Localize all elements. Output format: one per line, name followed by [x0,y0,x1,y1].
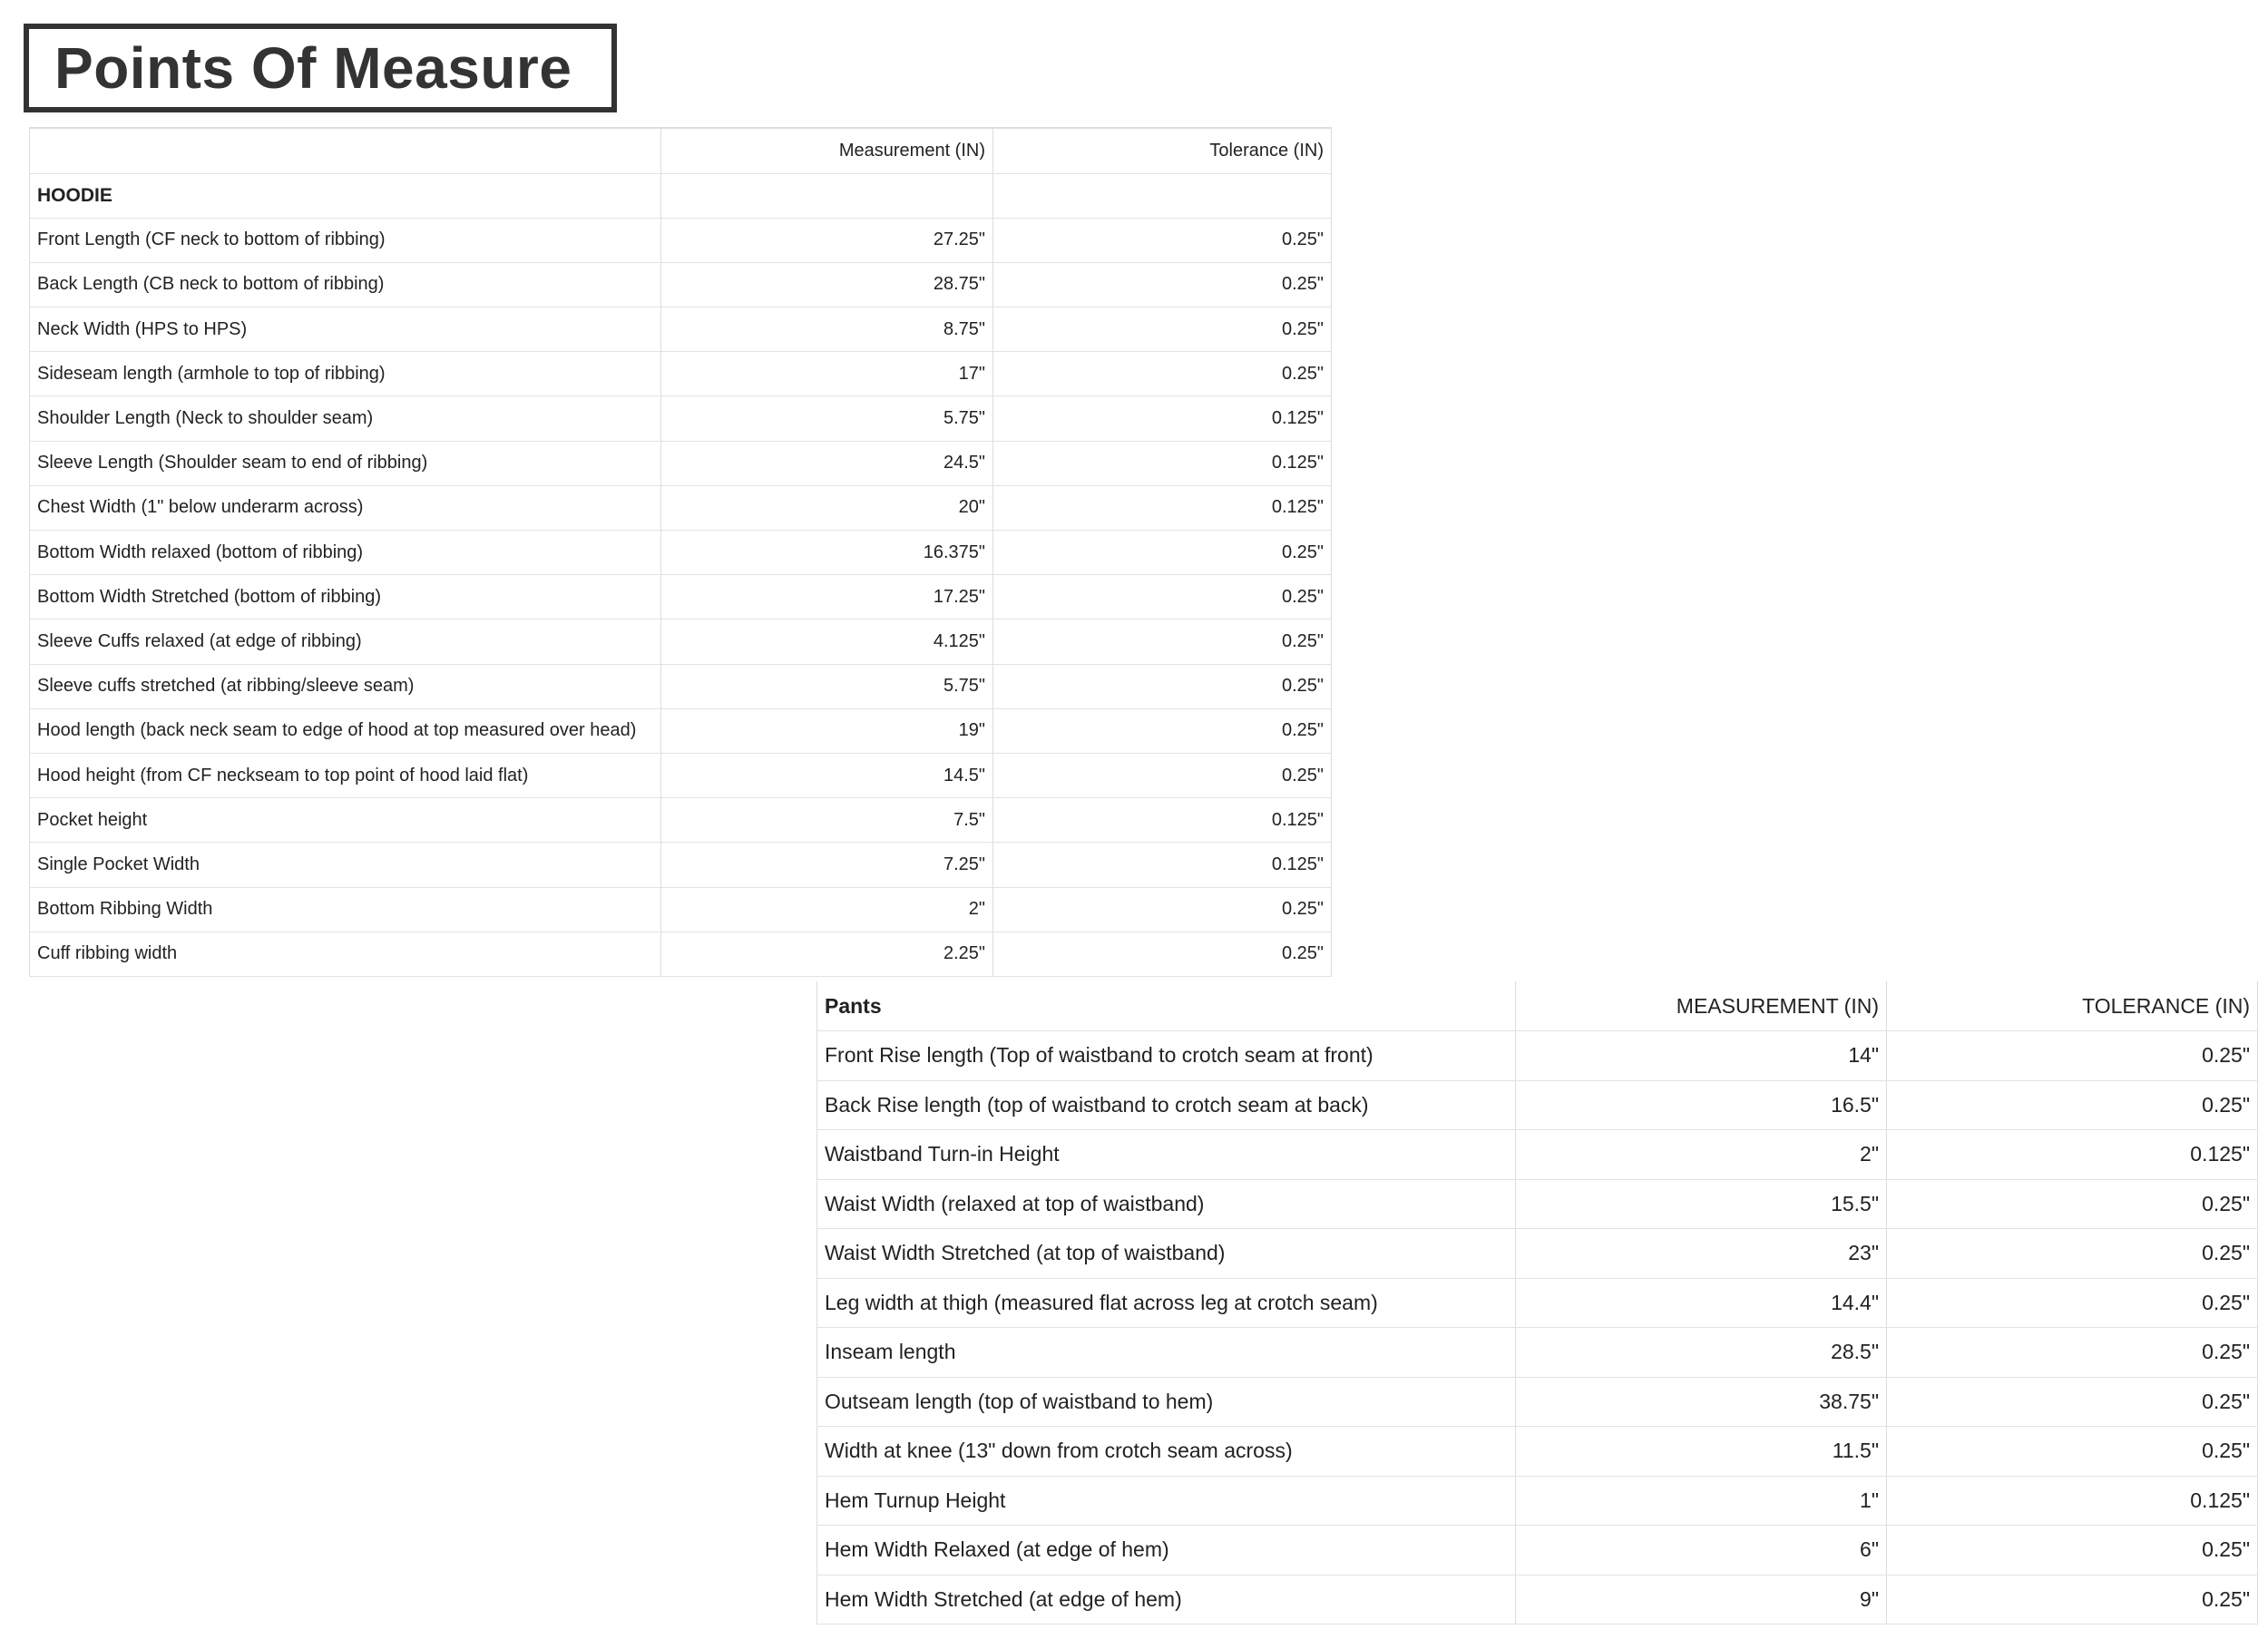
row-label: Hem Width Relaxed (at edge of hem) [817,1526,1516,1576]
title-box [24,24,617,112]
empty-cell [661,173,993,218]
measurement-value: 20" [661,485,993,530]
measurement-value: 27.25" [661,218,993,262]
table-row [30,753,1332,797]
table-row [30,708,1332,753]
empty-cell [993,173,1332,218]
measurement-value: 17.25" [661,575,993,620]
measurement-value: 2" [661,887,993,932]
tolerance-value: 0.25" [993,753,1332,797]
table-row [30,664,1332,708]
tolerance-value: 0.25" [993,620,1332,664]
row-label: Outseam length (top of waistband to hem) [817,1377,1516,1427]
table-row [30,887,1332,932]
table-row [30,531,1332,575]
hoodie-header-label [30,128,661,173]
tolerance-value: 0.25" [993,218,1332,262]
row-label: Waist Width Stretched (at top of waistband) [817,1229,1516,1279]
measurement-value: 28.75" [661,262,993,307]
tolerance-value: 0.25" [993,262,1332,307]
measurement-value: 8.75" [661,307,993,352]
measurement-value: 11.5" [1516,1427,1887,1477]
hoodie-header-measurement: Measurement (IN) [661,128,993,173]
tolerance-value: 0.25" [1887,1377,2258,1427]
pants-measure-table [816,981,2258,1625]
table-row [30,575,1332,620]
row-label: Cuff ribbing width [30,932,661,976]
pants-header-label: Pants [817,981,1516,1031]
measurement-value: 14" [1516,1031,1887,1081]
tolerance-value: 0.25" [993,307,1332,352]
table-row [817,1476,2258,1526]
table-row [817,1179,2258,1229]
tolerance-value: 0.125" [993,441,1332,485]
row-label: Single Pocket Width [30,843,661,887]
measurement-value: 23" [1516,1229,1887,1279]
table-row [817,1575,2258,1625]
measurement-value: 7.25" [661,843,993,887]
pants-header-measurement: MEASUREMENT (IN) [1516,981,1887,1031]
measurement-value: 16.5" [1516,1080,1887,1130]
table-row [817,1130,2258,1180]
measurement-value: 14.4" [1516,1278,1887,1328]
tolerance-value: 0.25" [993,708,1332,753]
table-row [30,620,1332,664]
tolerance-value: 0.25" [993,575,1332,620]
measurement-value: 5.75" [661,396,993,441]
row-label: Sleeve Length (Shoulder seam to end of ribbing) [30,441,661,485]
row-label: Hood height (from CF neckseam to top point of hood laid flat) [30,753,661,797]
measurement-value: 4.125" [661,620,993,664]
row-label: Bottom Ribbing Width [30,887,661,932]
row-label: Shoulder Length (Neck to shoulder seam) [30,396,661,441]
table-row [817,1377,2258,1427]
measurement-value: 6" [1516,1526,1887,1576]
measurement-value: 16.375" [661,531,993,575]
tolerance-value: 0.125" [993,485,1332,530]
row-label: Front Length (CF neck to bottom of ribbing) [30,218,661,262]
table-row [817,1080,2258,1130]
measurement-value: 14.5" [661,753,993,797]
table-row [817,1427,2258,1477]
row-label: Width at knee (13" down from crotch seam across) [817,1427,1516,1477]
measurement-value: 7.5" [661,798,993,843]
row-label: Hood length (back neck seam to edge of hood at top measured over head) [30,708,661,753]
row-label: Sleeve cuffs stretched (at ribbing/sleeve seam) [30,664,661,708]
tolerance-value: 0.25" [993,664,1332,708]
table-row [30,798,1332,843]
table-row [30,485,1332,530]
row-label: Pocket height [30,798,661,843]
tolerance-value: 0.125" [993,843,1332,887]
tolerance-value: 0.25" [1887,1179,2258,1229]
table-row [30,843,1332,887]
tolerance-value: 0.25" [1887,1526,2258,1576]
tolerance-value: 0.25" [1887,1575,2258,1625]
tolerance-value: 0.125" [993,798,1332,843]
tolerance-value: 0.25" [1887,1229,2258,1279]
table-row [817,1328,2258,1378]
table-row [30,352,1332,396]
measurement-value: 17" [661,352,993,396]
table-row [817,1278,2258,1328]
row-label: Inseam length [817,1328,1516,1378]
tolerance-value: 0.125" [993,396,1332,441]
tolerance-value: 0.25" [1887,1328,2258,1378]
row-label: Bottom Width relaxed (bottom of ribbing) [30,531,661,575]
row-label: Leg width at thigh (measured flat across leg at crotch seam) [817,1278,1516,1328]
tolerance-value: 0.25" [993,887,1332,932]
tolerance-value: 0.25" [1887,1278,2258,1328]
tolerance-value: 0.25" [1887,1031,2258,1081]
table-row [817,1031,2258,1081]
hoodie-header-tolerance: Tolerance (IN) [993,128,1332,173]
row-label: Waistband Turn-in Height [817,1130,1516,1180]
row-label: Bottom Width Stretched (bottom of ribbing) [30,575,661,620]
tolerance-value: 0.25" [993,352,1332,396]
measurement-value: 1" [1516,1476,1887,1526]
measurement-value: 2.25" [661,932,993,976]
row-label: Hem Turnup Height [817,1476,1516,1526]
row-label: Waist Width (relaxed at top of waistband) [817,1179,1516,1229]
hoodie-section-row [30,173,1332,218]
table-row [30,932,1332,976]
table-row [30,441,1332,485]
measurement-value: 24.5" [661,441,993,485]
tolerance-value: 0.25" [1887,1080,2258,1130]
measurement-value: 38.75" [1516,1377,1887,1427]
row-label: Back Rise length (top of waistband to crotch seam at back) [817,1080,1516,1130]
row-label: Sleeve Cuffs relaxed (at edge of ribbing) [30,620,661,664]
measurement-value: 2" [1516,1130,1887,1180]
pants-header-tolerance: TOLERANCE (IN) [1887,981,2258,1031]
hoodie-header-row [30,128,1332,173]
tolerance-value: 0.25" [993,531,1332,575]
measurement-value: 28.5" [1516,1328,1887,1378]
table-row [817,1526,2258,1576]
row-label: Front Rise length (Top of waistband to crotch seam at front) [817,1031,1516,1081]
table-row [30,396,1332,441]
measurement-value: 15.5" [1516,1179,1887,1229]
pants-header-row [817,981,2258,1031]
row-label: Back Length (CB neck to bottom of ribbing) [30,262,661,307]
row-label: Neck Width (HPS to HPS) [30,307,661,352]
tolerance-value: 0.25" [1887,1427,2258,1477]
page-title: Points Of Measure [54,35,572,101]
measurement-value: 9" [1516,1575,1887,1625]
table-row [30,262,1332,307]
hoodie-measure-table [29,127,1332,977]
hoodie-section-label: HOODIE [30,173,661,218]
row-label: Hem Width Stretched (at edge of hem) [817,1575,1516,1625]
tolerance-value: 0.125" [1887,1476,2258,1526]
table-row [30,307,1332,352]
table-row [30,218,1332,262]
measurement-value: 5.75" [661,664,993,708]
row-label: Sideseam length (armhole to top of ribbing) [30,352,661,396]
row-label: Chest Width (1" below underarm across) [30,485,661,530]
tolerance-value: 0.25" [993,932,1332,976]
measurement-value: 19" [661,708,993,753]
tolerance-value: 0.125" [1887,1130,2258,1180]
table-row [817,1229,2258,1279]
